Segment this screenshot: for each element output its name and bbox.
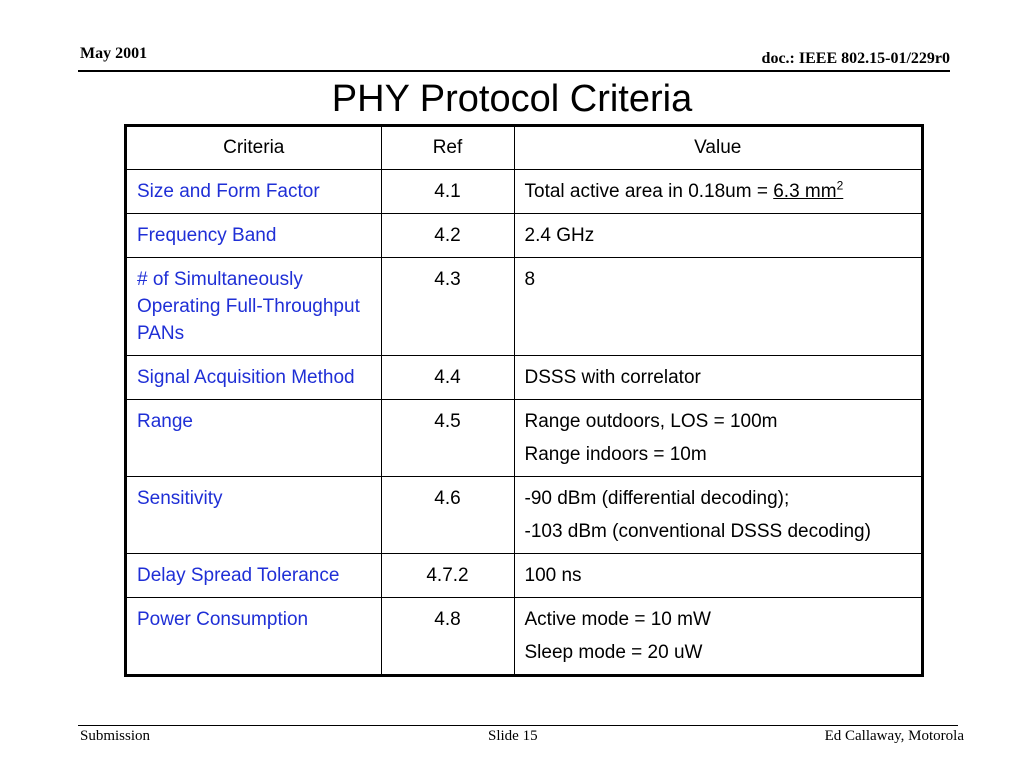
criteria-cell: Sensitivity xyxy=(127,477,381,554)
value-line: DSSS with correlator xyxy=(524,367,701,388)
value-line: Active mode = 10 mW xyxy=(524,609,711,630)
header-doc-id: doc.: IEEE 802.15-01/229r0 xyxy=(761,50,950,67)
column-header-value: Value xyxy=(514,127,921,170)
value-line: -90 dBm (differential decoding); xyxy=(524,488,790,509)
table-header-row xyxy=(127,127,921,170)
footer-divider xyxy=(78,725,958,726)
value-area-emphasis xyxy=(773,178,844,202)
value-line xyxy=(525,178,912,205)
criteria-cell: Delay Spread Tolerance xyxy=(127,554,381,598)
criteria-cell: Frequency Band xyxy=(127,214,381,258)
value-text: Total active area in 0.18um = xyxy=(524,181,774,202)
value-cell xyxy=(514,400,921,477)
table-row xyxy=(127,258,921,356)
ref-cell: 4.7.2 xyxy=(381,554,514,598)
footer-submission: Submission xyxy=(80,728,151,744)
ref-cell: 4.4 xyxy=(381,356,514,400)
criteria-cell: Power Consumption xyxy=(127,598,381,675)
value-line: -103 dBm (conventional DSSS decoding) xyxy=(524,521,871,542)
value-cell xyxy=(514,356,921,400)
value-cell xyxy=(514,598,921,675)
value-line: Sleep mode = 20 uW xyxy=(524,642,703,663)
column-header-criteria: Criteria xyxy=(127,127,381,170)
table-row xyxy=(127,477,921,554)
criteria-cell: Size and Form Factor xyxy=(127,170,381,214)
value-area-number: 6.3 mm xyxy=(773,181,837,202)
ref-cell: 4.3 xyxy=(381,258,514,356)
criteria-cell: Range xyxy=(127,400,381,477)
footer-slide-number: Slide 15 xyxy=(488,728,538,744)
table-row xyxy=(127,554,921,598)
value-cell xyxy=(514,258,921,356)
table-row xyxy=(127,400,921,477)
column-header-ref: Ref xyxy=(381,127,514,170)
value-cell xyxy=(514,477,921,554)
table-row xyxy=(127,214,921,258)
table-row xyxy=(127,356,921,400)
ref-cell: 4.5 xyxy=(381,400,514,477)
slide-title: PHY Protocol Criteria xyxy=(331,78,693,120)
criteria-cell: Signal Acquisition Method xyxy=(127,356,381,400)
criteria-table xyxy=(127,127,921,674)
value-line: 100 ns xyxy=(524,565,582,586)
criteria-cell: # of Simultaneously Operating Full-Throughput PANs xyxy=(127,258,381,356)
ref-cell: 4.2 xyxy=(381,214,514,258)
value-area-exponent: 2 xyxy=(836,178,844,193)
ref-cell: 4.6 xyxy=(381,477,514,554)
header-date: May 2001 xyxy=(80,45,148,62)
table-row xyxy=(127,598,921,675)
header-divider xyxy=(78,70,950,72)
value-cell xyxy=(514,170,921,214)
value-cell xyxy=(514,554,921,598)
value-line: Range outdoors, LOS = 100m xyxy=(524,411,778,432)
ref-cell: 4.8 xyxy=(381,598,514,675)
value-line: Range indoors = 10m xyxy=(524,444,707,465)
value-cell xyxy=(514,214,921,258)
footer-author: Ed Callaway, Motorola xyxy=(824,728,964,744)
value-line: 2.4 GHz xyxy=(524,225,595,246)
criteria-table-frame xyxy=(124,124,924,677)
ref-cell: 4.1 xyxy=(381,170,514,214)
table-row xyxy=(127,170,921,214)
value-line: 8 xyxy=(524,269,536,290)
